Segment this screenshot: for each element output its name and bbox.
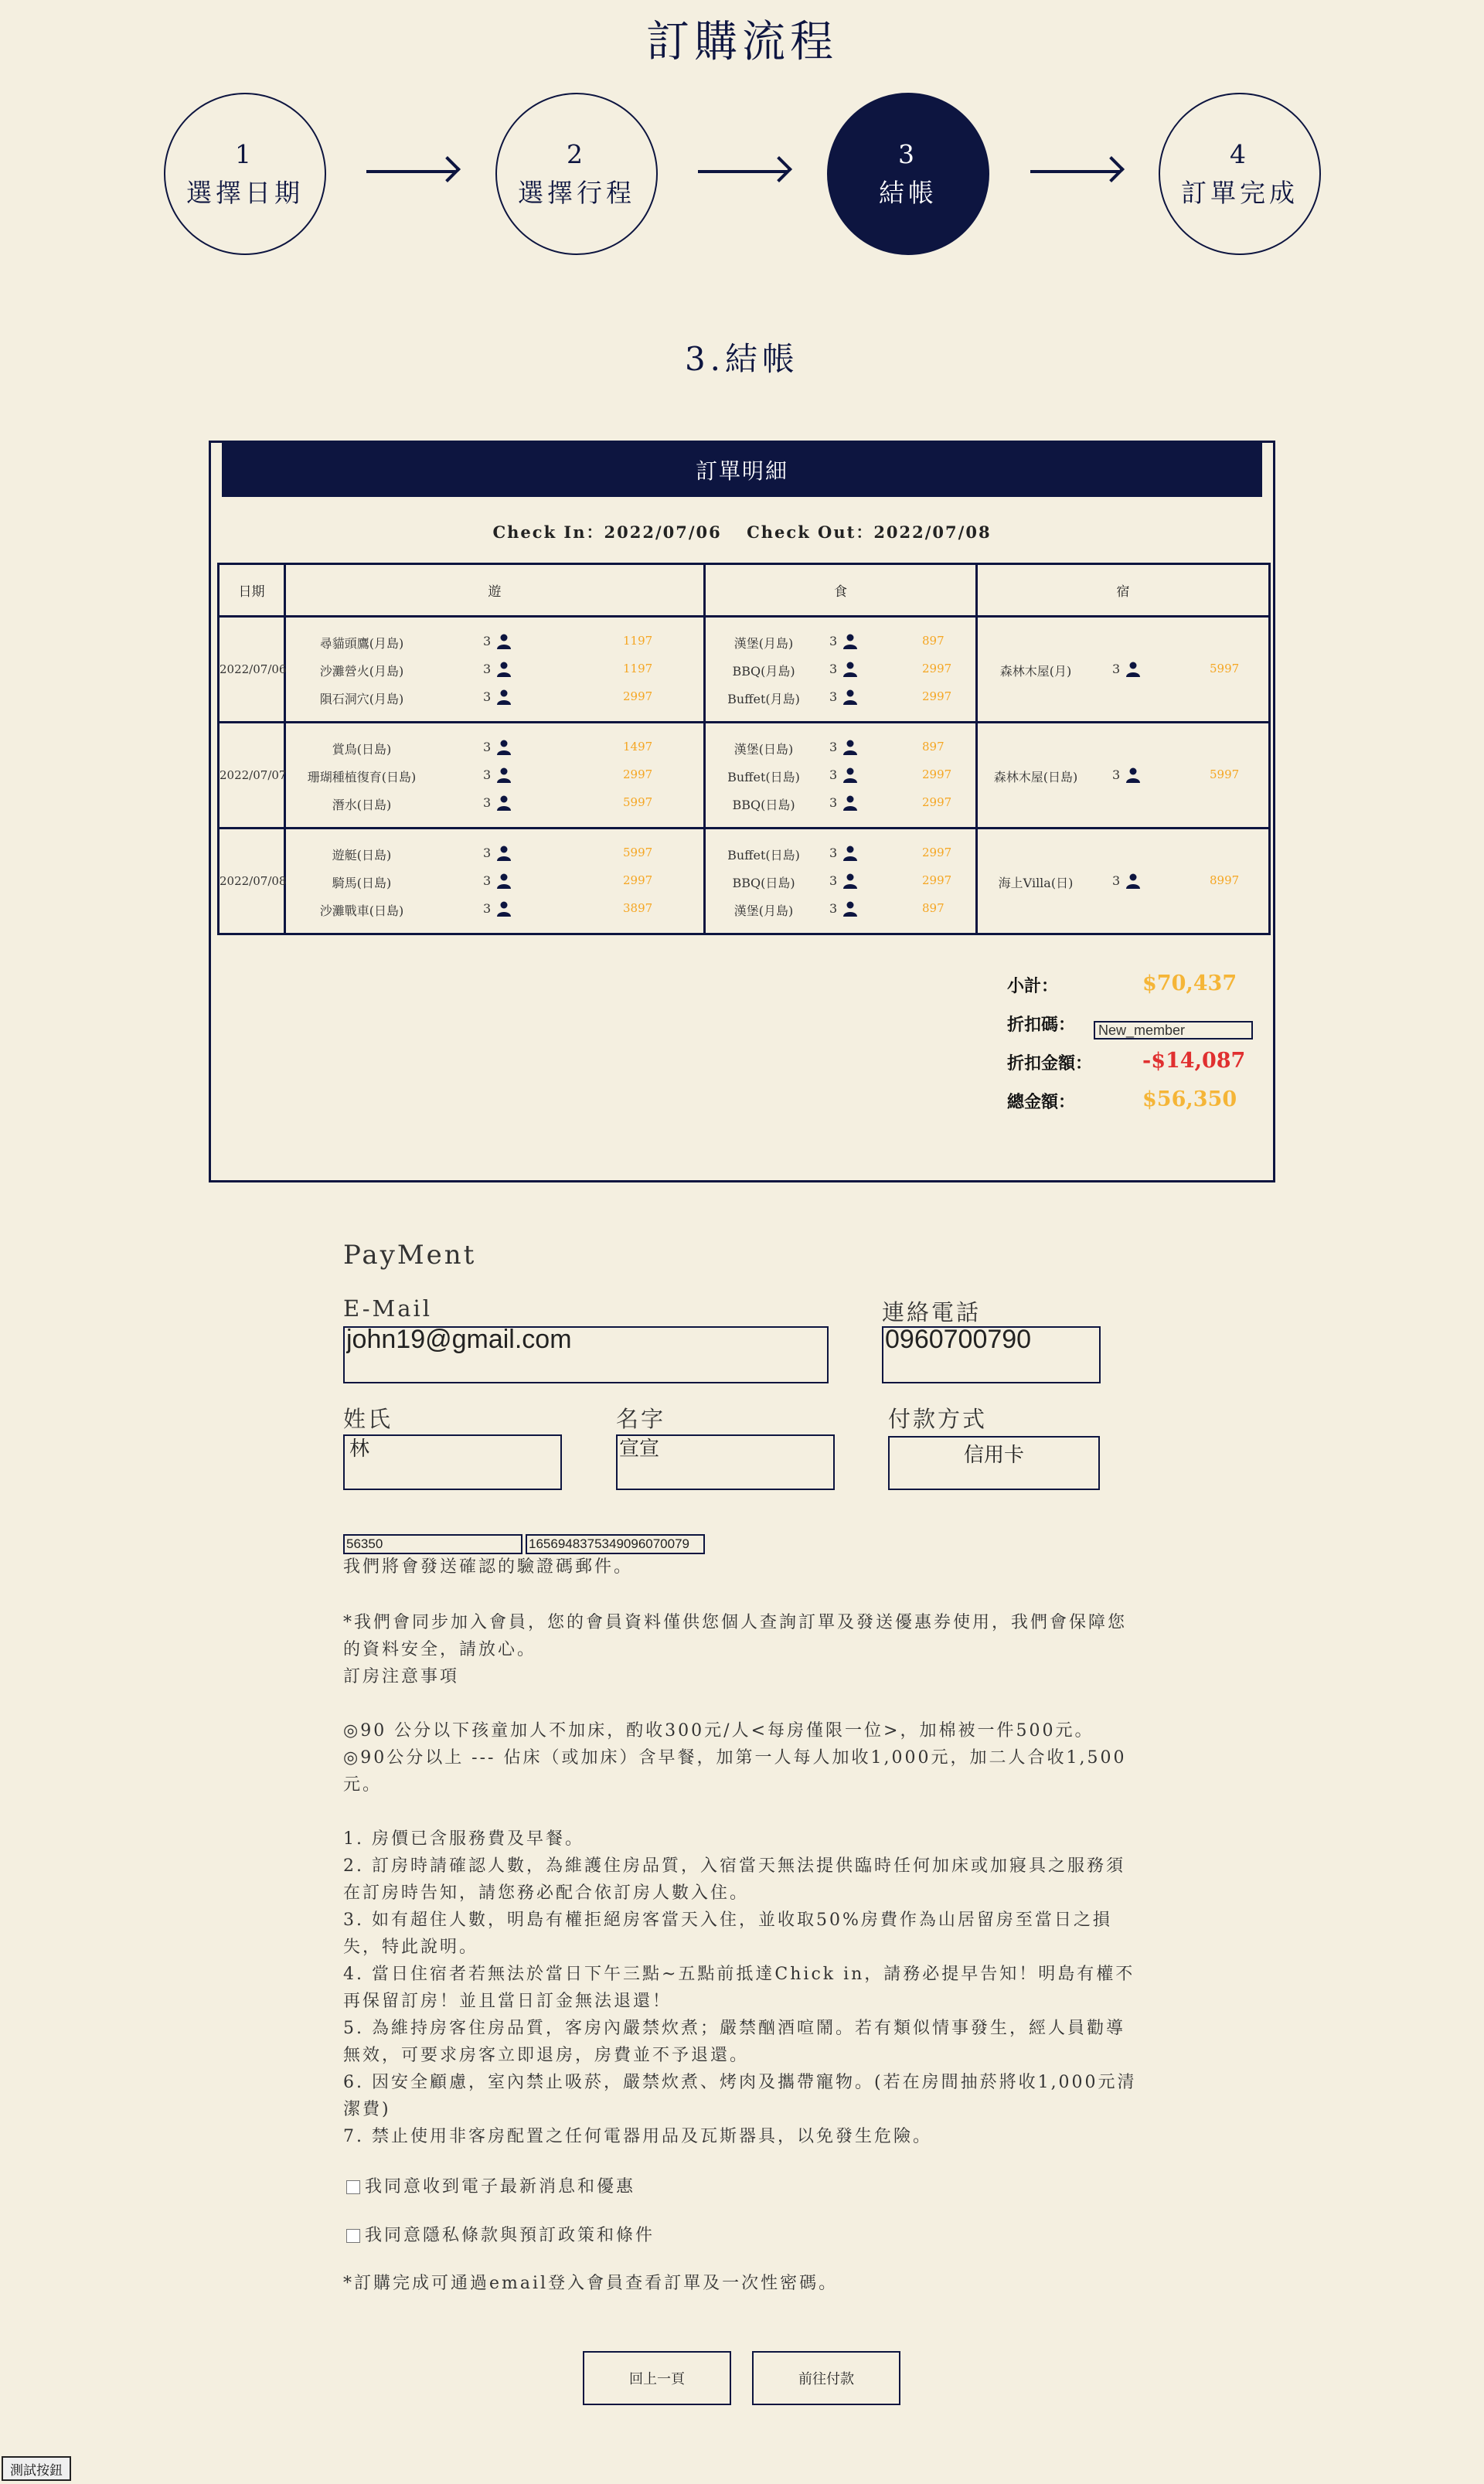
item-price: 5997 [623,795,653,809]
item-quantity: 3 [1112,873,1121,888]
item-quantity: 3 [829,767,838,782]
item-name: 漢堡(月島) [733,636,794,651]
item-price: 897 [922,901,945,915]
agree-privacy-label: 我同意隱私條款與預訂政策和條件 [365,2226,655,2245]
discount-amount-label: 折扣金額： [1007,1053,1093,1074]
item-price: 2997 [922,795,952,809]
item-name: 沙灘營火(月島) [319,664,404,679]
arrow-right-icon [1030,170,1119,173]
total-row [1007,1084,1262,1115]
total-label: 總金額： [1007,1092,1076,1112]
item-name: BBQ(日島) [732,798,795,812]
member-note: *我們會同步加入會員，您的會員資料僅供您個人查詢訂單及發送優惠券使用，我們會保障您的資料安全，請放心。 [343,1613,1128,1659]
food-item [706,895,975,923]
final-note: *訂購完成可通過email登入會員查看訂單及一次性密碼。 [343,2274,839,2293]
item-quantity: 3 [483,901,492,916]
person-icon [497,873,511,889]
food-item [706,839,975,867]
step-1 [164,93,326,255]
item-price: 5997 [623,846,653,859]
person-icon [497,689,511,705]
extra-bed-note: ◎90 公分以下孩童加人不加床，酌收300元/人<每房僅限一位>，加棉被一件500元。 ◎90公分以上 --- 佔床（或加床）含早餐，加第一人每人加收1,000元，加二人合收1,500元。 [343,1721,1127,1795]
item-name: 珊瑚種植復育(日島) [307,770,417,784]
arrow-right-icon [698,170,787,173]
person-icon [843,846,857,861]
subtotal-label: 小計： [1007,976,1059,996]
item-name: 潛水(日島) [332,798,392,812]
item-price: 5997 [1210,767,1240,781]
discount-code-input[interactable] [1094,1021,1253,1040]
item-quantity: 3 [829,689,838,704]
person-icon [843,634,857,649]
person-icon [497,795,511,811]
step-label: 結帳 [879,178,938,208]
test-button[interactable]: 測試按鈕 [2,2456,71,2481]
food-item [706,655,975,683]
play-item [286,867,703,895]
item-price: 2997 [922,846,952,859]
item-name: 尋貓頭鷹(月島) [319,636,404,651]
item-price: 2997 [922,662,952,675]
item-quantity: 3 [829,873,838,888]
step-label: 選擇行程 [518,178,635,208]
proceed-payment-button[interactable]: 前往付款 [752,2351,900,2405]
item-name: 漢堡(月島) [733,903,794,918]
food-item [706,733,975,761]
item-quantity: 3 [829,634,838,648]
first-name-label: 名字 [616,1406,666,1432]
stay-item [978,867,1268,895]
rule-2: 2. 訂房時請確認人數，為維護住房品質，入宿當天無法提供臨時任何加床或加寢具之服務須在訂房時告知，請您務必配合依訂房人數入住。 [343,1856,1125,1903]
item-quantity: 3 [829,901,838,916]
discount-code-label: 折扣碼： [1007,1015,1076,1035]
item-price: 2997 [922,767,952,781]
person-icon [497,634,511,649]
payment-method-select[interactable]: 信用卡 [888,1436,1100,1490]
person-icon [497,740,511,755]
stay-item [978,655,1268,683]
email-input[interactable] [343,1326,829,1383]
play-item [286,628,703,655]
rule-1: 1. 房價已含服務費及早餐。 [343,1829,584,1849]
order-table [217,563,1271,935]
person-icon [1126,662,1140,677]
item-quantity: 3 [483,689,492,704]
person-icon [1126,873,1140,889]
order-date: 2022/07/06 [219,617,285,723]
item-name: Buffet(日島) [727,770,800,784]
item-price: 3897 [623,901,653,915]
item-price: 2997 [922,873,952,887]
item-name: 騎馬(日島) [332,876,392,890]
food-item [706,789,975,817]
back-button[interactable]: 回上一頁 [583,2351,731,2405]
order-id-field[interactable] [526,1534,705,1554]
item-price: 1197 [623,634,653,648]
item-name: Buffet(日島) [727,848,800,863]
item-quantity: 3 [483,634,492,648]
item-quantity: 3 [483,795,492,810]
food-item [706,628,975,655]
phone-label: 連絡電話 [882,1299,982,1325]
step-label: 訂單完成 [1181,178,1298,208]
order-cell-play [285,617,705,723]
play-item [286,655,703,683]
check-in-out-dates: Check In：2022/07/06 Check Out：2022/07/08 [492,522,992,542]
payment-method-label: 付款方式 [888,1406,988,1432]
subtotal-row [1007,968,1262,999]
person-icon [497,662,511,677]
person-icon [843,901,857,917]
item-price: 897 [922,740,945,754]
order-cell-stay [977,829,1270,934]
person-icon [497,901,511,917]
item-name: Buffet(月島) [727,692,800,706]
email-label: E-Mail [343,1295,433,1322]
confirm-mail-note: 我們將會發送確認的驗證碼郵件。 [343,1557,634,1577]
item-name: 賞鳥(日島) [332,742,392,757]
order-cell-food [705,723,977,829]
item-quantity: 3 [483,767,492,782]
item-quantity: 3 [483,846,492,860]
order-details-panel [209,441,1275,1182]
item-price: 8997 [1210,873,1240,887]
step-2 [495,93,658,255]
play-item [286,789,703,817]
play-item [286,683,703,711]
rule-6: 6. 因安全顧慮，室內禁止吸菸，嚴禁炊煮、烤肉及攜帶寵物。(若在房間抽菸將收1,000元清潔費) [343,2073,1137,2119]
amount-field[interactable] [343,1534,522,1554]
discount-amount-row [1007,1046,1262,1077]
person-icon [1126,767,1140,783]
person-icon [497,767,511,783]
food-item [706,683,975,711]
page-title: 訂購流程 [646,17,838,67]
item-quantity: 3 [483,662,492,676]
person-icon [843,740,857,755]
item-name: 遊艇(日島) [332,848,392,863]
item-price: 5997 [1210,662,1240,675]
rule-4: 4. 當日住宿者若無法於當日下午三點~五點前抵達Chick in，請務必提早告知！明島有權不再保留訂房！並且當日訂金無法退還！ [343,1965,1135,2011]
rule-7: 7. 禁止使用非客房配置之任何電器用品及瓦斯器具，以免發生危險。 [343,2127,932,2146]
section-title: 3.結帳 [684,340,800,378]
agree-privacy-row [346,2222,655,2246]
agree-privacy-checkbox[interactable] [346,2229,360,2243]
order-cell-food [705,617,977,723]
food-item [706,761,975,789]
order-date: 2022/07/07 [219,723,285,829]
person-icon [843,795,857,811]
agree-news-row [346,2173,635,2197]
item-quantity: 3 [1112,767,1121,782]
step-number: 3 [898,139,918,169]
item-price: 1197 [623,662,653,675]
order-row [219,829,1270,934]
step-number: 4 [1230,139,1250,169]
item-price: 2997 [623,873,653,887]
column-header-food: 食 [705,564,977,617]
phone-input[interactable] [882,1326,1101,1383]
item-price: 2997 [623,767,653,781]
rule-3: 3. 如有超住人數，明島有權拒絕房客當天入住，並收取50%房費作為山居留房至當日之損失，特此說明。 [343,1911,1112,1957]
item-name: 漢堡(日島) [733,742,794,757]
last-name-label: 姓氏 [343,1406,393,1432]
step-label: 選擇日期 [186,178,304,208]
column-header-stay: 宿 [977,564,1270,617]
item-name: 隕石洞穴(月島) [319,692,404,706]
item-price: 2997 [922,689,952,703]
step-4 [1159,93,1321,255]
item-quantity: 3 [1112,662,1121,676]
item-name: BBQ(日島) [732,876,795,890]
last-name-input[interactable] [343,1434,562,1490]
item-quantity: 3 [829,662,838,676]
column-header-play: 遊 [285,564,705,617]
item-name: BBQ(月島) [732,664,795,679]
person-icon [497,846,511,861]
play-item [286,733,703,761]
step-3 [827,93,989,255]
column-header-date: 日期 [219,564,285,617]
item-quantity: 3 [483,740,492,754]
play-item [286,761,703,789]
order-date: 2022/07/08 [219,829,285,934]
person-icon [843,662,857,677]
item-quantity: 3 [829,740,838,754]
item-name: 森林木屋(日島) [993,770,1078,784]
order-row [219,617,1270,723]
order-cell-play [285,723,705,829]
step-number: 1 [235,139,255,169]
subtotal-value: $70,437 [1142,971,1237,995]
item-quantity: 3 [829,846,838,860]
order-details-header: 訂單明細 [222,443,1262,497]
person-icon [843,873,857,889]
payment-title: PayMent [343,1240,477,1271]
rule-5: 5. 為維持房客住房品質，客房內嚴禁炊煮；嚴禁酗酒喧鬧。若有類似情事發生，經人員勸導無效，可要求房客立即退房，房費並不予退還。 [343,2019,1125,2065]
order-cell-play [285,829,705,934]
item-price: 1497 [623,740,653,754]
order-cell-stay [977,617,1270,723]
order-row [219,723,1270,829]
step-number: 2 [567,139,587,169]
first-name-input[interactable] [616,1434,835,1490]
order-cell-stay [977,723,1270,829]
item-name: 海上Villa(日) [998,876,1074,890]
play-item [286,839,703,867]
item-quantity: 3 [829,795,838,810]
agree-news-checkbox[interactable] [346,2180,360,2194]
item-price: 897 [922,634,945,648]
discount-amount-value: -$14,087 [1142,1049,1246,1073]
order-cell-food [705,829,977,934]
item-name: 森林木屋(月) [999,664,1072,679]
person-icon [843,689,857,705]
notice-title: 訂房注意事項 [343,1667,460,1686]
stay-item [978,761,1268,789]
person-icon [843,767,857,783]
total-value: $56,350 [1142,1087,1237,1111]
play-item [286,895,703,923]
item-quantity: 3 [483,873,492,888]
agree-news-label: 我同意收到電子最新消息和優惠 [365,2177,636,2196]
item-name: 沙灘戰車(日島) [319,903,404,918]
item-price: 2997 [623,689,653,703]
arrow-right-icon [366,170,455,173]
food-item [706,867,975,895]
